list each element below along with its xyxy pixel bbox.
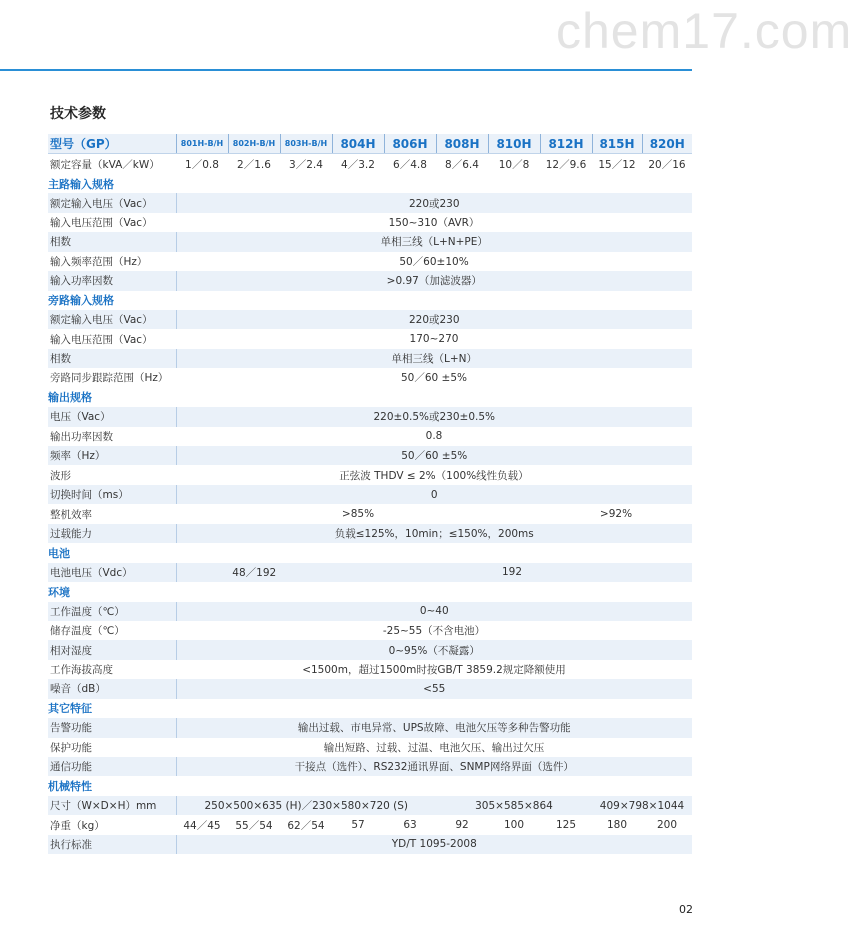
group-heading: 环境 bbox=[48, 582, 692, 601]
row-label: 输入电压范围（Vac） bbox=[50, 216, 153, 229]
table-row bbox=[48, 407, 692, 426]
model-cell: 812H bbox=[540, 134, 592, 154]
table-row bbox=[48, 757, 692, 776]
capacity-cell: 8／6.4 bbox=[445, 158, 479, 171]
table-row bbox=[48, 271, 692, 290]
model-cell: 802H-B/H bbox=[228, 134, 280, 154]
row-label: 相数 bbox=[48, 232, 176, 251]
table-row bbox=[48, 349, 692, 368]
row-value: 干接点（选件）、RS232通讯界面、SNMP网络界面（选件） bbox=[176, 757, 692, 776]
capacity-cell: 10／8 bbox=[498, 158, 530, 171]
weight-cell: 180 bbox=[606, 819, 628, 832]
row-label: 电压（Vac） bbox=[48, 407, 176, 426]
capacity-cell: 3／2.4 bbox=[289, 158, 323, 171]
table-row bbox=[48, 368, 692, 387]
group-heading: 机械特性 bbox=[48, 776, 692, 795]
row-label: 切换时间（ms） bbox=[48, 485, 176, 504]
weight-cell: 55／54 bbox=[235, 819, 273, 832]
group-heading: 主路输入规格 bbox=[48, 174, 692, 193]
row-label: 额定输入电压（Vac） bbox=[48, 193, 176, 212]
table-row bbox=[48, 446, 692, 465]
row-label: 通信功能 bbox=[48, 757, 176, 776]
table-row bbox=[48, 213, 692, 232]
row-value: 250×500×635 (H)／230×580×720 (S) bbox=[176, 796, 436, 815]
model-cell: 820H bbox=[642, 134, 692, 154]
table-row bbox=[48, 524, 692, 543]
weight-cell: 62／54 bbox=[287, 819, 325, 832]
row-value: 170~270 bbox=[409, 333, 459, 346]
row-label: 额定容量（kVA／kW） bbox=[50, 158, 160, 171]
table-row bbox=[48, 310, 692, 329]
row-label: 净重（kg） bbox=[50, 819, 105, 832]
row-value: 0.8 bbox=[425, 430, 443, 443]
table-row bbox=[48, 427, 692, 446]
row-value: 50／60 ±5% bbox=[400, 372, 467, 385]
model-header-label: 型号（GP） bbox=[48, 134, 176, 154]
row-value: 192 bbox=[332, 563, 692, 582]
row-label: 保护功能 bbox=[50, 741, 92, 754]
table-row bbox=[48, 679, 692, 698]
row-value: >85% bbox=[341, 508, 375, 521]
row-label: 执行标准 bbox=[48, 835, 176, 854]
table-row bbox=[48, 485, 692, 504]
group-heading-row bbox=[48, 776, 692, 795]
model-cell: 815H bbox=[592, 134, 642, 154]
row-label: 输入功率因数 bbox=[48, 271, 176, 290]
table-row bbox=[48, 465, 692, 484]
row-value: <1500m，超过1500m时按GB/T 3859.2规定降额使用 bbox=[302, 664, 566, 677]
row-value: 50／60±10% bbox=[399, 255, 469, 268]
spec-table bbox=[48, 134, 692, 854]
row-label: 旁路同步跟踪范围（Hz） bbox=[50, 372, 169, 385]
row-value: 220±0.5%或230±0.5% bbox=[176, 407, 692, 426]
row-value: <55 bbox=[176, 679, 692, 698]
table-row bbox=[48, 640, 692, 659]
capacity-cell: 2／1.6 bbox=[237, 158, 271, 171]
group-heading-row bbox=[48, 291, 692, 310]
row-label: 相对湿度 bbox=[48, 640, 176, 659]
table-row bbox=[48, 193, 692, 212]
model-cell: 808H bbox=[436, 134, 488, 154]
weight-cell: 200 bbox=[656, 819, 678, 832]
row-label: 过载能力 bbox=[48, 524, 176, 543]
table-row bbox=[48, 329, 692, 348]
row-label: 输入电压范围（Vac） bbox=[50, 333, 153, 346]
table-row bbox=[48, 504, 692, 523]
row-label: 告警功能 bbox=[48, 718, 176, 737]
group-heading: 其它特征 bbox=[48, 699, 692, 718]
row-label: 输入频率范围（Hz） bbox=[50, 255, 148, 268]
row-label: 输出功率因数 bbox=[50, 430, 113, 443]
capacity-cell: 12／9.6 bbox=[545, 158, 587, 171]
row-label: 额定输入电压（Vac） bbox=[48, 310, 176, 329]
group-heading: 旁路输入规格 bbox=[48, 291, 692, 310]
capacity-cell: 4／3.2 bbox=[341, 158, 375, 171]
row-label: 相数 bbox=[48, 349, 176, 368]
row-label: 工作海拔高度 bbox=[50, 664, 113, 677]
row-label: 整机效率 bbox=[50, 508, 92, 521]
row-value: 409×798×1044 bbox=[592, 796, 692, 815]
capacity-cell: 15／12 bbox=[598, 158, 636, 171]
header-rule bbox=[0, 69, 692, 71]
model-cell: 801H-B/H bbox=[176, 134, 228, 154]
group-heading-row bbox=[48, 543, 692, 562]
weight-cell: 125 bbox=[555, 819, 577, 832]
table-row bbox=[48, 718, 692, 737]
weight-cell: 92 bbox=[455, 819, 469, 832]
table-row bbox=[48, 660, 692, 679]
model-cell: 803H-B/H bbox=[280, 134, 332, 154]
group-heading-row bbox=[48, 388, 692, 407]
capacity-cell: 1／0.8 bbox=[185, 158, 219, 171]
table-row bbox=[48, 154, 692, 174]
table-row bbox=[48, 563, 692, 582]
row-label: 尺寸（W×D×H）mm bbox=[48, 796, 176, 815]
model-cell: 810H bbox=[488, 134, 540, 154]
row-value: YD/T 1095-2008 bbox=[176, 835, 692, 854]
table-row bbox=[48, 835, 692, 854]
table-row bbox=[48, 738, 692, 757]
weight-cell: 57 bbox=[351, 819, 365, 832]
model-header-row bbox=[48, 134, 692, 154]
page-number: 02 bbox=[679, 903, 693, 916]
row-value: 负载≤125%，10min；≤150%，200ms bbox=[176, 524, 692, 543]
row-label: 电池电压（Vdc） bbox=[48, 563, 176, 582]
group-heading-row bbox=[48, 699, 692, 718]
row-value: >92% bbox=[599, 508, 633, 521]
table-row bbox=[48, 621, 692, 640]
row-value: 0~95%（不凝露） bbox=[176, 640, 692, 659]
group-heading-row bbox=[48, 174, 692, 193]
row-value: 单相三线（L+N） bbox=[176, 349, 692, 368]
row-label: 波形 bbox=[50, 469, 71, 482]
row-label: 噪音（dB） bbox=[48, 679, 176, 698]
row-value: 305×585×864 bbox=[436, 796, 592, 815]
row-value: 150~310（AVR） bbox=[388, 216, 480, 229]
row-value: 220或230 bbox=[176, 310, 692, 329]
table-row bbox=[48, 815, 692, 834]
row-value: 正弦波 THDV ≤ 2%（100%线性负载） bbox=[339, 469, 529, 482]
weight-cell: 100 bbox=[503, 819, 525, 832]
table-row bbox=[48, 232, 692, 251]
row-value: 输出短路、过载、过温、电池欠压、输出过欠压 bbox=[323, 741, 545, 754]
row-label: 储存温度（℃） bbox=[50, 625, 125, 638]
section-title: 技术参数 bbox=[50, 106, 106, 122]
row-value: 0~40 bbox=[176, 602, 692, 621]
weight-cell: 63 bbox=[403, 819, 417, 832]
table-row bbox=[48, 252, 692, 271]
group-heading: 电池 bbox=[48, 543, 692, 562]
capacity-cell: 20／16 bbox=[648, 158, 686, 171]
model-cell: 804H bbox=[332, 134, 384, 154]
group-heading: 输出规格 bbox=[48, 388, 692, 407]
capacity-cell: 6／4.8 bbox=[393, 158, 427, 171]
row-label: 工作温度（℃） bbox=[48, 602, 176, 621]
row-value: 220或230 bbox=[176, 193, 692, 212]
row-value: 单相三线（L+N+PE） bbox=[176, 232, 692, 251]
row-value: >0.97（加滤波器） bbox=[176, 271, 692, 290]
row-value: 0 bbox=[176, 485, 692, 504]
table-row bbox=[48, 796, 692, 815]
row-value: 50／60 ±5% bbox=[176, 446, 692, 465]
watermark: chem17.com bbox=[556, 3, 852, 59]
row-label: 频率（Hz） bbox=[48, 446, 176, 465]
row-value: 输出过载、市电异常、UPS故障、电池欠压等多种告警功能 bbox=[176, 718, 692, 737]
row-value: 48／192 bbox=[176, 563, 332, 582]
table-row bbox=[48, 602, 692, 621]
row-value: -25~55（不含电池） bbox=[382, 625, 486, 638]
weight-cell: 44／45 bbox=[183, 819, 221, 832]
group-heading-row bbox=[48, 582, 692, 601]
model-cell: 806H bbox=[384, 134, 436, 154]
